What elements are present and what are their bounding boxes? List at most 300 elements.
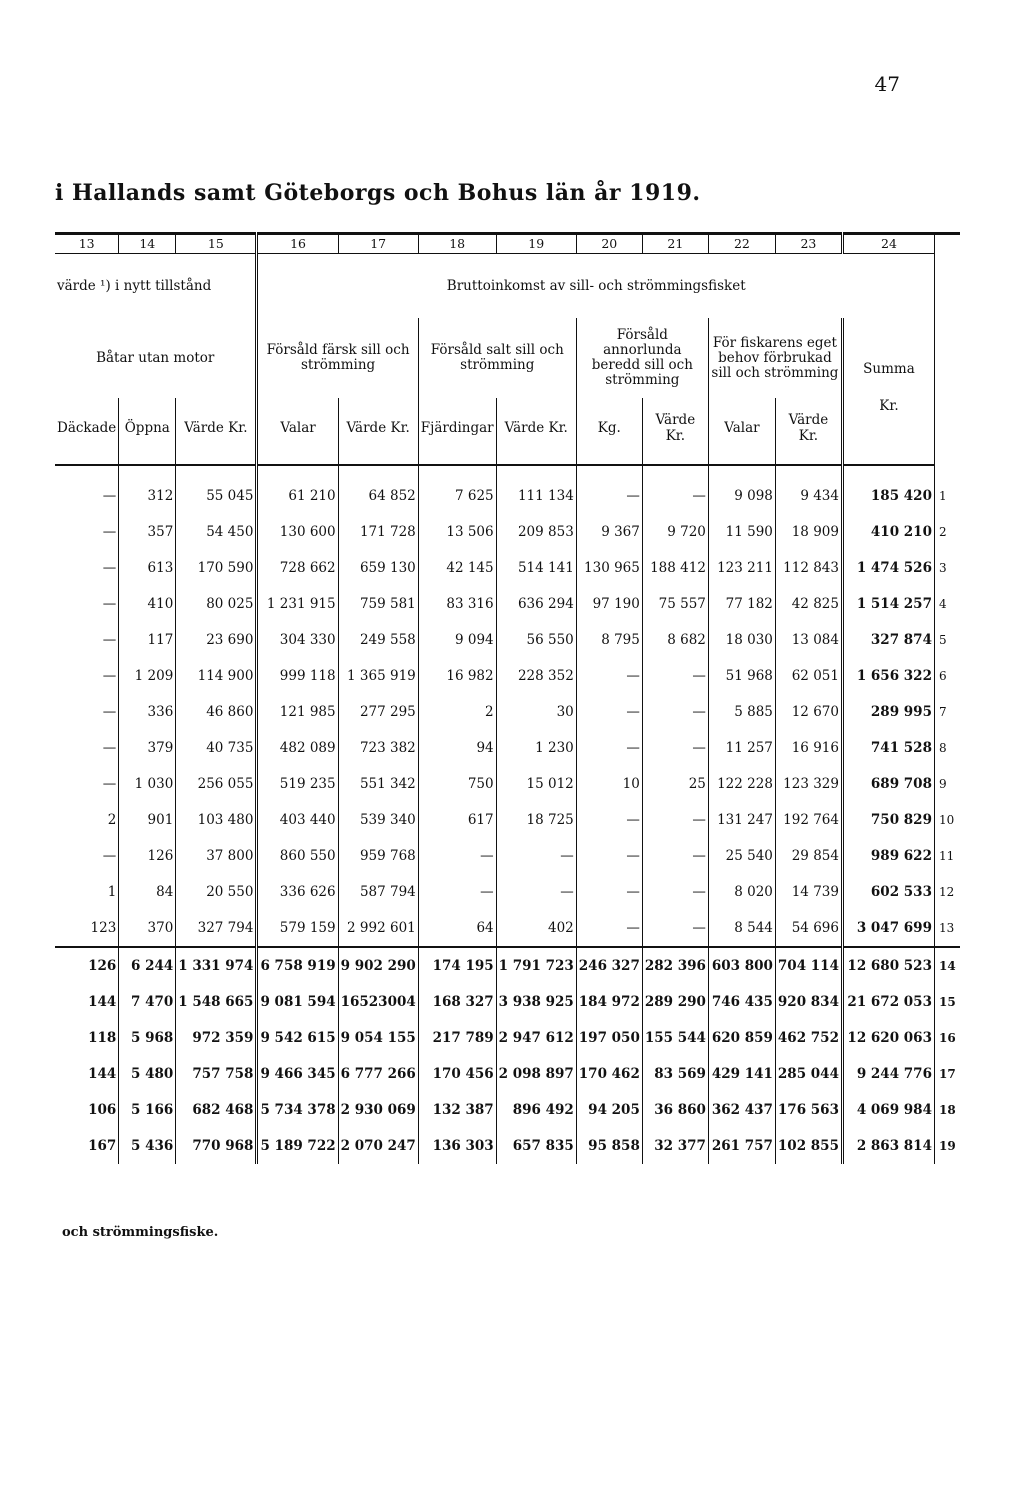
table-cell: —: [418, 874, 496, 910]
table-cell: 144: [88, 1066, 117, 1082]
row-number: 12: [934, 874, 960, 910]
column-number: 22: [708, 234, 775, 254]
table-cell: 5 734 378: [257, 1092, 338, 1128]
table-cell: 16 916: [775, 730, 842, 766]
table-cell: 5 480: [119, 1056, 176, 1092]
table-cell: —: [576, 802, 642, 838]
table-cell: 18 909: [775, 514, 842, 550]
table-cell: 757 758: [176, 1056, 257, 1092]
table-cell: 123 329: [775, 766, 842, 802]
band-right-label: Bruttoinkomst av sill- och strömmingsfisket: [257, 254, 935, 319]
subheader-fjardingar: Fjärdingar: [418, 398, 496, 458]
table-cell: 246 327: [576, 947, 642, 984]
table-cell: 1 365 919: [338, 658, 418, 694]
table-cell: 4 069 984: [842, 1092, 934, 1128]
table-cell: 482 089: [257, 730, 338, 766]
table-cell: 25 540: [708, 838, 775, 874]
row-number-gutter: [934, 234, 960, 254]
statistics-table: [55, 232, 960, 1164]
table-cell: 80 025: [176, 586, 257, 622]
table-cell: 1 548 665: [176, 984, 257, 1020]
table-row: [55, 1128, 960, 1164]
table-cell: —: [576, 910, 642, 947]
table-cell: 174 195: [418, 947, 496, 984]
table-cell: 9 720: [642, 514, 708, 550]
table-cell: 55 045: [176, 478, 257, 514]
table-row: [55, 947, 960, 984]
row-number: 3: [934, 550, 960, 586]
table-cell: 860 550: [257, 838, 338, 874]
table-cell: 704 114: [775, 947, 842, 984]
table-cell: 131 247: [708, 802, 775, 838]
table-row: [55, 622, 960, 658]
table-cell: 7 625: [418, 478, 496, 514]
table-cell: 362 437: [708, 1092, 775, 1128]
table-cell: 750: [418, 766, 496, 802]
column-number: 23: [775, 234, 842, 254]
table-cell: 168 327: [418, 984, 496, 1020]
table-cell: 9 434: [775, 478, 842, 514]
row-number: 7: [934, 694, 960, 730]
table-cell: 121 985: [257, 694, 338, 730]
table-cell: 1 791 723: [496, 947, 576, 984]
group-eget: För fiskarens eget behov förbrukad sill och strömming: [708, 318, 842, 398]
column-number-row: [55, 234, 960, 254]
table-cell: 1 209: [119, 658, 176, 694]
table-cell: 2 863 814: [842, 1128, 934, 1164]
table-cell: 20 550: [176, 874, 257, 910]
table-row: [55, 550, 960, 586]
table-cell: 123: [90, 920, 117, 936]
table-cell: 514 141: [496, 550, 576, 586]
table-cell: —: [102, 776, 117, 792]
table-cell: 188 412: [642, 550, 708, 586]
table-cell: 277 295: [338, 694, 418, 730]
table-cell: 602 533: [842, 874, 934, 910]
table-cell: 5 189 722: [257, 1128, 338, 1164]
table-cell: 10: [576, 766, 642, 802]
table-cell: 11 590: [708, 514, 775, 550]
table-cell: 217 789: [418, 1020, 496, 1056]
group-batar: Båtar utan motor: [96, 349, 215, 366]
table-cell: 901: [119, 802, 176, 838]
table-cell: 102 855: [775, 1128, 842, 1164]
table-cell: 13 084: [775, 622, 842, 658]
summa-unit: Kr.: [879, 398, 899, 414]
table-cell: 94: [418, 730, 496, 766]
column-number: 14: [119, 234, 176, 254]
table-cell: 1 514 257: [842, 586, 934, 622]
table-cell: 77 182: [708, 586, 775, 622]
table-cell: 18 725: [496, 802, 576, 838]
table-cell: 519 235: [257, 766, 338, 802]
table-cell: 130 600: [257, 514, 338, 550]
table-cell: 304 330: [257, 622, 338, 658]
table-row: [55, 514, 960, 550]
row-number: 1: [934, 478, 960, 514]
table-cell: —: [576, 694, 642, 730]
table-cell: 9 081 594: [257, 984, 338, 1020]
band-header-row: [55, 254, 960, 319]
table-cell: 336: [119, 694, 176, 730]
table-cell: 123 211: [708, 550, 775, 586]
subheader-varde: Värde Kr.: [775, 398, 842, 458]
group-farsk: Försåld färsk sill och strömming: [257, 318, 418, 398]
table-cell: 56 550: [496, 622, 576, 658]
table-cell: 14 739: [775, 874, 842, 910]
group-annor: Försåld annorlunda beredd sill och strömming: [576, 318, 708, 398]
table-cell: —: [102, 596, 117, 612]
table-cell: —: [102, 740, 117, 756]
row-number: 13: [934, 910, 960, 947]
sub-header-row: [55, 398, 960, 458]
table-cell: 972 359: [176, 1020, 257, 1056]
table-cell: 3 938 925: [496, 984, 576, 1020]
row-number: 14: [934, 947, 960, 984]
subheader-oppna: Öppna: [119, 398, 176, 458]
table-cell: —: [642, 874, 708, 910]
table-cell: 117: [119, 622, 176, 658]
table-cell: 36 860: [642, 1092, 708, 1128]
column-number: 21: [642, 234, 708, 254]
table-cell: 659 130: [338, 550, 418, 586]
table-cell: 1 030: [119, 766, 176, 802]
table-cell: 144: [88, 994, 117, 1010]
table-cell: —: [576, 478, 642, 514]
table-cell: 32 377: [642, 1128, 708, 1164]
table-cell: 896 492: [496, 1092, 576, 1128]
column-number: 16: [257, 234, 338, 254]
table-cell: 1 656 322: [842, 658, 934, 694]
table-cell: —: [102, 668, 117, 684]
row-number: 8: [934, 730, 960, 766]
table-cell: 9 098: [708, 478, 775, 514]
column-number: 24: [842, 234, 934, 254]
table-cell: 83 569: [642, 1056, 708, 1092]
table-cell: 184 972: [576, 984, 642, 1020]
table-cell: 75 557: [642, 586, 708, 622]
table-cell: 185 420: [842, 478, 934, 514]
table-row: [55, 694, 960, 730]
table-cell: —: [418, 838, 496, 874]
table-cell: 1 331 974: [176, 947, 257, 984]
table-cell: 155 544: [642, 1020, 708, 1056]
table-cell: —: [642, 658, 708, 694]
table-cell: —: [642, 730, 708, 766]
subheader-varde: Värde Kr.: [642, 398, 708, 458]
table-cell: 114 900: [176, 658, 257, 694]
table-row: [55, 838, 960, 874]
table-cell: 551 342: [338, 766, 418, 802]
table-cell: 6 244: [119, 947, 176, 984]
table-cell: 587 794: [338, 874, 418, 910]
table-cell: 613: [119, 550, 176, 586]
table-cell: 9 902 290: [338, 947, 418, 984]
table-cell: 8 020: [708, 874, 775, 910]
table-cell: 8 544: [708, 910, 775, 947]
table-cell: 5 885: [708, 694, 775, 730]
column-number: 13: [55, 234, 119, 254]
row-number-gutter: [934, 254, 960, 319]
table-cell: 402: [496, 910, 576, 947]
subheader-varde: Värde Kr.: [496, 398, 576, 458]
page-title: i Hallands samt Göteborgs och Bohus län år 1919.: [55, 180, 701, 206]
table-cell: 103 480: [176, 802, 257, 838]
table-cell: —: [642, 802, 708, 838]
table-cell: 54 696: [775, 910, 842, 947]
table-cell: 46 860: [176, 694, 257, 730]
table-cell: 12 620 063: [842, 1020, 934, 1056]
table-cell: 357: [119, 514, 176, 550]
table-cell: 9 054 155: [338, 1020, 418, 1056]
data-rows: [55, 478, 960, 1164]
table-cell: —: [642, 694, 708, 730]
row-number: 2: [934, 514, 960, 550]
table-cell: 12 680 523: [842, 947, 934, 984]
table-cell: 170 590: [176, 550, 257, 586]
table-cell: 579 159: [257, 910, 338, 947]
table-cell: 51 968: [708, 658, 775, 694]
subheader-varde: Värde Kr.: [338, 398, 418, 458]
row-number: 11: [934, 838, 960, 874]
table-cell: 37 800: [176, 838, 257, 874]
table-cell: 770 968: [176, 1128, 257, 1164]
table-cell: 410: [119, 586, 176, 622]
table-cell: 920 834: [775, 984, 842, 1020]
row-number: 6: [934, 658, 960, 694]
page-number: 47: [874, 72, 900, 96]
table-cell: 959 768: [338, 838, 418, 874]
table-cell: 25: [642, 766, 708, 802]
column-number: 18: [418, 234, 496, 254]
table-cell: 95 858: [576, 1128, 642, 1164]
table-cell: 209 853: [496, 514, 576, 550]
table-cell: 42 145: [418, 550, 496, 586]
table-row: [55, 478, 960, 514]
table-cell: 723 382: [338, 730, 418, 766]
table-cell: 5 436: [119, 1128, 176, 1164]
table-cell: —: [496, 874, 576, 910]
table-cell: 122 228: [708, 766, 775, 802]
table-cell: 30: [496, 694, 576, 730]
subheader-valar: Valar: [708, 398, 775, 458]
table-cell: 170 456: [418, 1056, 496, 1092]
table-cell: 249 558: [338, 622, 418, 658]
table-row: [55, 730, 960, 766]
table-cell: —: [576, 658, 642, 694]
table-cell: 9 244 776: [842, 1056, 934, 1092]
table-cell: 603 800: [708, 947, 775, 984]
table-cell: 403 440: [257, 802, 338, 838]
table-cell: 29 854: [775, 838, 842, 874]
table-row: [55, 1020, 960, 1056]
table-row: [55, 874, 960, 910]
table-cell: 2 098 897: [496, 1056, 576, 1092]
table-cell: 289 290: [642, 984, 708, 1020]
table-cell: 617: [418, 802, 496, 838]
table-cell: 126: [119, 838, 176, 874]
table-cell: 23 690: [176, 622, 257, 658]
table-cell: 312: [119, 478, 176, 514]
table-cell: 5 968: [119, 1020, 176, 1056]
table-cell: 64 852: [338, 478, 418, 514]
footnote: och strömmingsfiske.: [62, 1225, 219, 1240]
row-number: 16: [934, 1020, 960, 1056]
column-number: 19: [496, 234, 576, 254]
table-cell: 282 396: [642, 947, 708, 984]
group-summa: [842, 318, 934, 458]
table-cell: 170 462: [576, 1056, 642, 1092]
table-cell: 228 352: [496, 658, 576, 694]
table-cell: 746 435: [708, 984, 775, 1020]
table-cell: 83 316: [418, 586, 496, 622]
table-cell: 370: [119, 910, 176, 947]
table-cell: 7 470: [119, 984, 176, 1020]
table-cell: 539 340: [338, 802, 418, 838]
row-number: 9: [934, 766, 960, 802]
column-number: 15: [176, 234, 257, 254]
table-cell: —: [102, 524, 117, 540]
group-salt: Försåld salt sill och strömming: [418, 318, 576, 398]
table-cell: 12 670: [775, 694, 842, 730]
table-cell: —: [642, 910, 708, 947]
table-row: [55, 658, 960, 694]
table-cell: 689 708: [842, 766, 934, 802]
table-cell: 64: [418, 910, 496, 947]
table-cell: 636 294: [496, 586, 576, 622]
table-cell: 118: [88, 1030, 117, 1046]
table-cell: 197 050: [576, 1020, 642, 1056]
table-cell: 989 622: [842, 838, 934, 874]
table-row: [55, 910, 960, 947]
table-cell: 8 795: [576, 622, 642, 658]
table-cell: 111 134: [496, 478, 576, 514]
table-row: [55, 586, 960, 622]
table-cell: —: [102, 848, 117, 864]
table-cell: 9 466 345: [257, 1056, 338, 1092]
table-row: [55, 1056, 960, 1092]
group-header-row: [55, 318, 960, 398]
table-cell: 84: [119, 874, 176, 910]
table-cell: 94 205: [576, 1092, 642, 1128]
table-cell: 1 231 915: [257, 586, 338, 622]
subheader-valar: Valar: [257, 398, 338, 458]
table-cell: 132 387: [418, 1092, 496, 1128]
table-cell: 620 859: [708, 1020, 775, 1056]
table-cell: 2 930 069: [338, 1092, 418, 1128]
table-cell: 2 070 247: [338, 1128, 418, 1164]
table-cell: 5 166: [119, 1092, 176, 1128]
table-cell: 18 030: [708, 622, 775, 658]
table-cell: 11 257: [708, 730, 775, 766]
table-cell: 2: [107, 812, 117, 828]
table-cell: 176 563: [775, 1092, 842, 1128]
table-cell: 2 947 612: [496, 1020, 576, 1056]
table-cell: 728 662: [257, 550, 338, 586]
table-cell: 3 047 699: [842, 910, 934, 947]
table-cell: 8 682: [642, 622, 708, 658]
table-row: [55, 766, 960, 802]
table-cell: 657 835: [496, 1128, 576, 1164]
table-cell: 410 210: [842, 514, 934, 550]
table-cell: 6 758 919: [257, 947, 338, 984]
table-cell: 40 735: [176, 730, 257, 766]
subheader-varde: Värde Kr.: [176, 398, 257, 458]
table-cell: 336 626: [257, 874, 338, 910]
column-number: 17: [338, 234, 418, 254]
table-cell: —: [102, 632, 117, 648]
table-cell: 1: [107, 884, 117, 900]
table-cell: 682 468: [176, 1092, 257, 1128]
table-cell: 13 506: [418, 514, 496, 550]
table-cell: —: [642, 838, 708, 874]
table-cell: 741 528: [842, 730, 934, 766]
row-number: 4: [934, 586, 960, 622]
row-number: 10: [934, 802, 960, 838]
table-cell: 167: [88, 1138, 117, 1154]
table-cell: —: [496, 838, 576, 874]
table-cell: —: [576, 874, 642, 910]
table-cell: 999 118: [257, 658, 338, 694]
table-cell: 2: [418, 694, 496, 730]
row-number: 17: [934, 1056, 960, 1092]
table-cell: 126: [55, 947, 119, 984]
column-number: 20: [576, 234, 642, 254]
header-separator: [55, 458, 960, 465]
table-cell: 54 450: [176, 514, 257, 550]
table-cell: —: [102, 704, 117, 720]
band-left-label: värde ¹) i nytt tillstånd: [57, 278, 212, 294]
table-cell: 97 190: [576, 586, 642, 622]
table-cell: 192 764: [775, 802, 842, 838]
subheader-kg: Kg.: [576, 398, 642, 458]
summa-label: Summa: [863, 361, 915, 377]
row-number: 15: [934, 984, 960, 1020]
table-cell: 327 874: [842, 622, 934, 658]
table-cell: 62 051: [775, 658, 842, 694]
table-cell: 15 012: [496, 766, 576, 802]
table-cell: 42 825: [775, 586, 842, 622]
table-cell: 2 992 601: [338, 910, 418, 947]
table-cell: 750 829: [842, 802, 934, 838]
table-cell: —: [102, 560, 117, 576]
table-cell: 6 777 266: [338, 1056, 418, 1092]
table-cell: 462 752: [775, 1020, 842, 1056]
table-cell: 21 672 053: [842, 984, 934, 1020]
row-number-gutter: [934, 318, 960, 398]
table-cell: 130 965: [576, 550, 642, 586]
row-number-gutter: [934, 398, 960, 458]
table-cell: 112 843: [775, 550, 842, 586]
row-number: 18: [934, 1092, 960, 1128]
table-cell: 379: [119, 730, 176, 766]
table-cell: —: [102, 488, 117, 504]
table-cell: —: [576, 730, 642, 766]
spacer-row: [55, 465, 960, 478]
table-cell: 16523004: [338, 984, 418, 1020]
table-cell: 256 055: [176, 766, 257, 802]
table-cell: 106: [88, 1102, 117, 1118]
table-cell: 16 982: [418, 658, 496, 694]
table-cell: 289 995: [842, 694, 934, 730]
table-cell: 285 044: [775, 1056, 842, 1092]
table-cell: 171 728: [338, 514, 418, 550]
table-cell: 327 794: [176, 910, 257, 947]
table-cell: 9 367: [576, 514, 642, 550]
table-cell: 136 303: [418, 1128, 496, 1164]
table-cell: —: [642, 478, 708, 514]
row-number: 5: [934, 622, 960, 658]
